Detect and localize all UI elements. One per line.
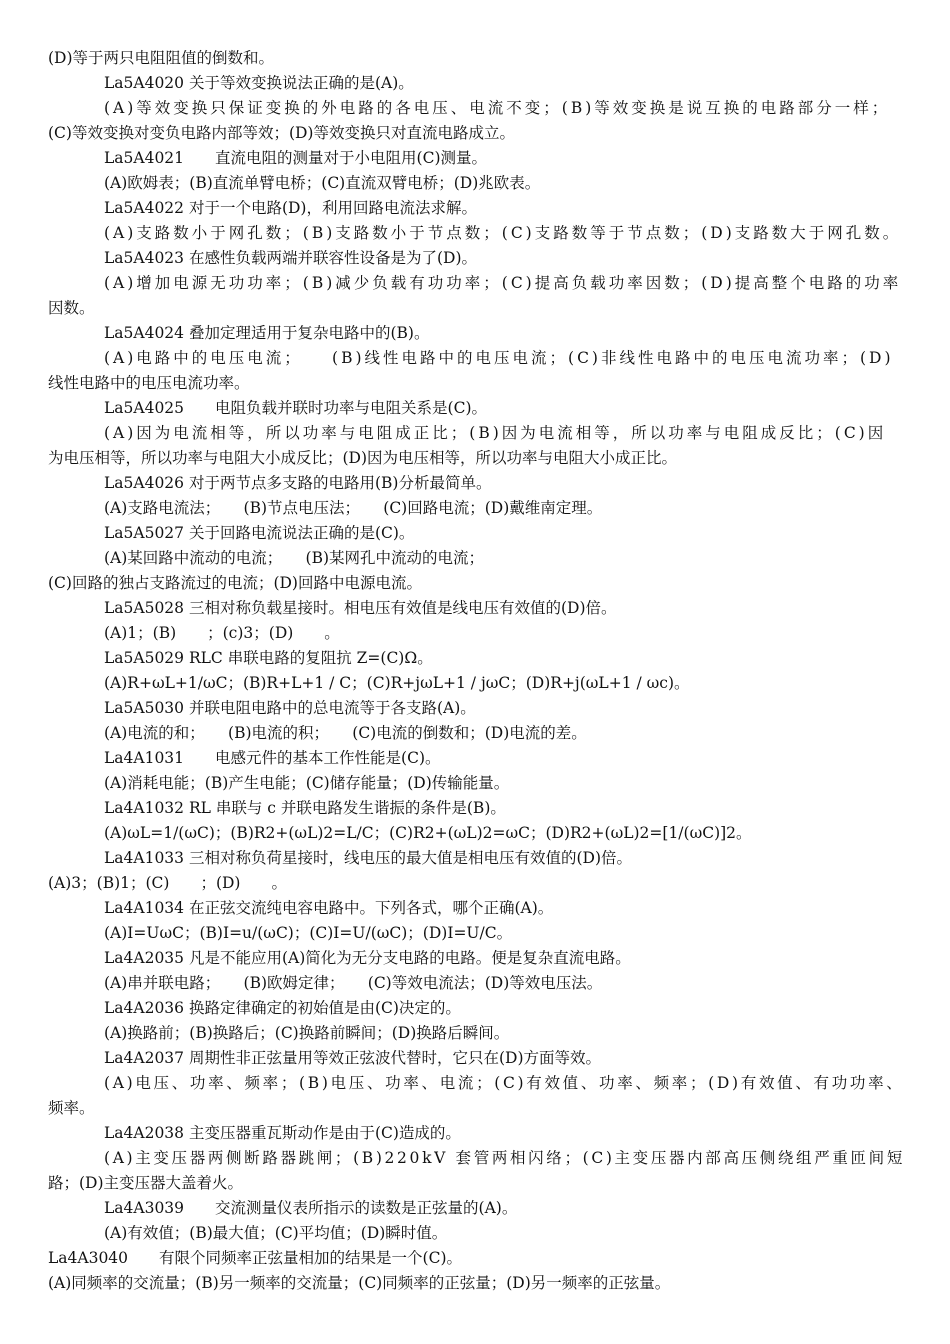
text-line: (A)同频率的交流量；(B)另一频率的交流量；(C)同频率的正弦量；(D)另一频率的正弦量。 <box>48 1274 671 1292</box>
text-line: La4A3039 交流测量仪表所指示的读数是正弦量的(A)。 <box>104 1199 518 1217</box>
text-line: La5A4020 关于等效变换说法正确的是(A)。 <box>104 74 414 92</box>
text-line: La5A5028 三相对称负载星接时。相电压有效值是线电压有效值的(D)倍。 <box>104 599 617 617</box>
text-line: (A)支路数小于网孔数；(B)支路数小于节点数；(C)支路数等于节点数；(D)支路数大于网孔数。 <box>104 224 902 242</box>
text-line: 为电压相等，所以功率与电阻大小成反比；(D)因为电压相等，所以功率与电阻大小成正比。 <box>48 449 678 467</box>
text-line: La5A4022 对于一个电路(D)，利用回路电流法求解。 <box>104 199 477 217</box>
text-line: (D)等于两只电阻阻值的倒数和。 <box>48 49 275 67</box>
text-line: La5A4023 在感性负载两端并联容性设备是为了(D)。 <box>104 249 477 267</box>
text-line: (A)因为电流相等，所以功率与电阻成正比；(B)因为电流相等，所以功率与电阻成反比；(C)因 <box>104 424 887 442</box>
text-line: La4A1033 三相对称负荷星接时，线电压的最大值是相电压有效值的(D)倍。 <box>104 849 632 867</box>
text-line: La5A5030 并联电阻电路中的总电流等于各支路(A)。 <box>104 699 476 717</box>
text-line: La4A3040 有限个同频率正弦量相加的结果是一个(C)。 <box>48 1249 462 1267</box>
text-line: La4A2037 周期性非正弦量用等效正弦波代替时，它只在(D)方面等效。 <box>104 1049 601 1067</box>
text-line: La5A5027 关于回路电流说法正确的是(C)。 <box>104 524 415 542</box>
text-line: (A)主变压器两侧断路器跳闸；(B)220kV 套管两相闪络；(C)主变压器内部高压侧绕组严重匝间短 <box>104 1149 905 1167</box>
text-line: La4A2036 换路定律确定的初始值是由(C)决定的。 <box>104 999 461 1017</box>
text-line: La5A5029 RLC 串联电路的复阻抗 Z=(C)Ω。 <box>104 649 433 667</box>
text-line: (A)1；(B) ；(c)3；(D) 。 <box>104 624 340 642</box>
text-line: (A)电压、功率、频率；(B)电压、功率、电流；(C)有效值、功率、频率；(D)有效值、有功功率、 <box>104 1074 905 1092</box>
text-line: La4A1032 RL 串联与 c 并联电路发生谐振的条件是(B)。 <box>104 799 506 817</box>
text-line: La5A4026 对于两节点多支路的电路用(B)分析最简单。 <box>104 474 492 492</box>
text-line: La5A4024 叠加定理适用于复杂电路中的(B)。 <box>104 324 430 342</box>
text-line: (A)等效变换只保证变换的外电路的各电压、电流不变；(B)等效变换是说互换的电路部分一样； <box>104 99 891 117</box>
text-line: (A)电路中的电压电流； (B)线性电路中的电压电流；(C)非线性电路中的电压电流功率；(D) <box>104 349 894 367</box>
text-line: (C)回路的独占支路流过的电流；(D)回路中电源电流。 <box>48 574 422 592</box>
text-line: La4A2035 凡是不能应用(A)简化为无分支电路的电路。便是复杂直流电路。 <box>104 949 631 967</box>
text-line: (A)I=UωC；(B)I=u/(ωC)；(C)I=U/(ωC)；(D)I=U/C。 <box>104 924 513 942</box>
text-line: (A)电流的和； (B)电流的积； (C)电流的倒数和；(D)电流的差。 <box>104 724 587 742</box>
text-line: La4A1031 电感元件的基本工作性能是(C)。 <box>104 749 441 767</box>
text-line: 路；(D)主变压器大盖着火。 <box>48 1174 244 1192</box>
text-line: 线性电路中的电压电流功率。 <box>48 374 250 392</box>
text-line: (A)ωL=1/(ωC)；(B)R2+(ωL)2=L/C；(C)R2+(ωL)2=ωC；(D)R2+(ωL)2=[1/(ωC)]2。 <box>104 824 752 842</box>
text-line: (A)消耗电能；(B)产生电能；(C)储存能量；(D)传输能量。 <box>104 774 510 792</box>
text-line: La5A4021 直流电阻的测量对于小电阻用(C)测量。 <box>104 149 487 167</box>
text-line: (A)有效值；(B)最大值；(C)平均值；(D)瞬时值。 <box>104 1224 448 1242</box>
text-line: (A)欧姆表；(B)直流单臂电桥；(C)直流双臂电桥；(D)兆欧表。 <box>104 174 541 192</box>
text-line: (A)某回路中流动的电流； (B)某网孔中流动的电流； <box>104 549 485 567</box>
text-line: (A)换路前；(B)换路后；(C)换路前瞬间；(D)换路后瞬间。 <box>104 1024 510 1042</box>
text-line: La5A4025 电阻负载并联时功率与电阻关系是(C)。 <box>104 399 487 417</box>
text-line: (A)支路电流法； (B)节点电压法； (C)回路电流；(D)戴维南定理。 <box>104 499 603 517</box>
text-line: 频率。 <box>48 1099 95 1117</box>
text-line: (A)3；(B)1；(C) ；(D) 。 <box>48 874 287 892</box>
text-line: (A)增加电源无功功率；(B)减少负载有功功率；(C)提高负载功率因数；(D)提高整个电路的功率 <box>104 274 902 292</box>
text-line: (A)R+ωL+1/ωC；(B)R+L+1 / C；(C)R+jωL+1 / jωC；(D)R+j(ωL+1 / ωc)。 <box>104 674 690 692</box>
text-line: 因数。 <box>48 299 95 317</box>
text-line: La4A1034 在正弦交流纯电容电路中。下列各式，哪个正确(A)。 <box>104 899 554 917</box>
text-line: La4A2038 主变压器重瓦斯动作是由于(C)造成的。 <box>104 1124 461 1142</box>
text-line: (A)串并联电路； (B)欧姆定律； (C)等效电流法；(D)等效电压法。 <box>104 974 603 992</box>
text-line: (C)等效变换对变负电路内部等效；(D)等效变换只对直流电路成立。 <box>48 124 515 142</box>
